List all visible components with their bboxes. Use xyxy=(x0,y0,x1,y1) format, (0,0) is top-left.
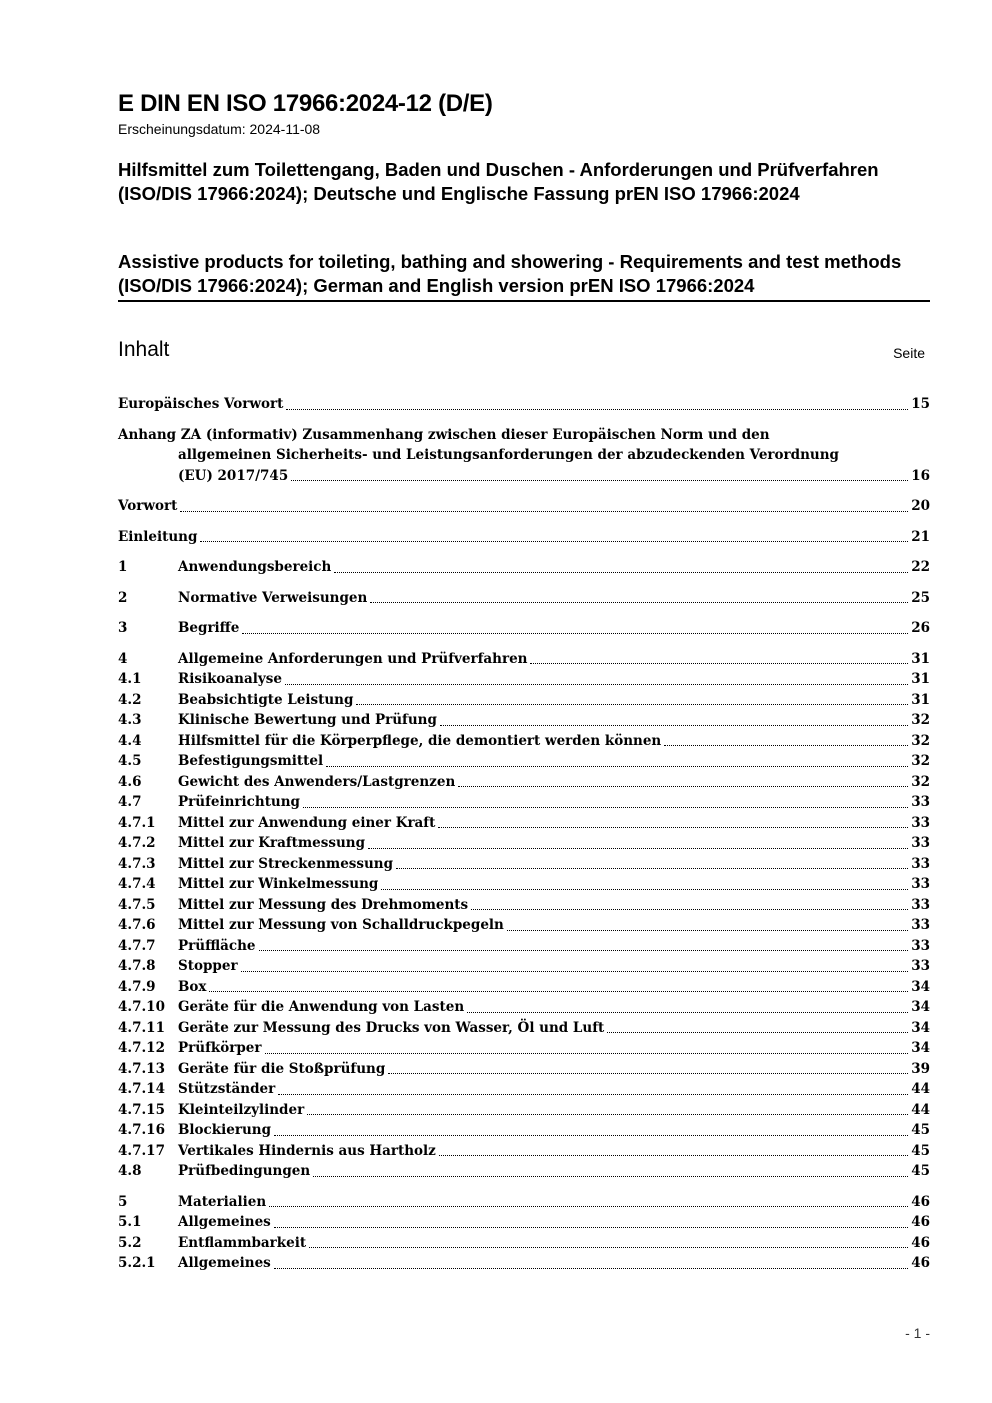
toc-entry-page: 34 xyxy=(911,978,930,995)
toc-entry-page: 33 xyxy=(911,814,930,831)
toc-entry-page: 33 xyxy=(911,794,930,810)
toc-entry-number: 4.7.9 xyxy=(118,978,156,995)
toc-leader xyxy=(285,684,908,685)
toc-entry-number: 4.7.17 xyxy=(118,1142,165,1159)
toc-entry-foreword-eu[interactable] xyxy=(118,394,930,415)
toc-leader xyxy=(200,541,908,542)
title-german: Hilfsmittel zum Toilettengang, Baden und Duschen - Anforderungen und Prüfverfahren (ISO/DIS 17966:2024); Deutsche und Englische Fassung prEN ISO 17966:2024 xyxy=(118,159,879,204)
toc-entry-page: 33 xyxy=(911,835,930,851)
toc-leader xyxy=(269,1206,908,1207)
toc-leader xyxy=(334,572,908,573)
toc-entry-page: 45 xyxy=(911,1122,930,1138)
toc-entry-text: Entflammbarkeit xyxy=(178,1234,307,1251)
toc-entry-text: Hilfsmittel für die Körperpflege, die demontiert werden können xyxy=(178,732,662,749)
toc-entry-number: 4.5 xyxy=(118,753,142,769)
toc-entry-page: 33 xyxy=(911,958,930,974)
toc-entry-text: Europäisches Vorwort xyxy=(118,396,284,412)
toc-entry[interactable] xyxy=(118,496,930,517)
toc-entry-text: Stützständer xyxy=(178,1081,276,1097)
toc-entry-text: Mittel zur Anwendung einer Kraft xyxy=(178,814,436,831)
toc-entry-number: 4.1 xyxy=(118,671,142,687)
toc-entry-number: 4.7.6 xyxy=(118,917,156,933)
toc-leader xyxy=(309,1247,908,1248)
toc-entry-number: 4.6 xyxy=(118,773,142,790)
toc-entry-text: Materialien xyxy=(178,1193,267,1210)
toc-leader xyxy=(368,848,908,849)
toc-entry-number: 4.7.16 xyxy=(118,1122,165,1138)
toc-entry[interactable] xyxy=(118,731,930,752)
toc-entry-text: Befestigungsmittel xyxy=(178,753,324,769)
toc-entry-page: 31 xyxy=(911,691,930,708)
toc-leader xyxy=(381,889,908,890)
toc-entry[interactable] xyxy=(118,1141,930,1162)
toc-entry[interactable] xyxy=(118,1120,930,1141)
toc-entry-text: Stopper xyxy=(178,958,238,974)
toc-entry-page: 20 xyxy=(911,498,930,514)
toc-entry-text: Risikoanalyse xyxy=(178,671,282,687)
publication-date: Erscheinungsdatum: 2024-11-08 xyxy=(118,121,321,137)
toc-entry-number: 4.7.2 xyxy=(118,835,156,851)
toc-leader xyxy=(326,766,908,767)
toc-entry[interactable] xyxy=(118,690,930,711)
toc-entry-text: Klinische Bewertung und Prüfung xyxy=(178,712,437,728)
toc-entry-text: Prüfkörper xyxy=(178,1040,262,1056)
toc-leader xyxy=(313,1176,908,1177)
toc-entry[interactable] xyxy=(118,1079,930,1100)
toc-leader xyxy=(259,950,909,951)
toc-leader xyxy=(440,725,908,726)
toc-entry-number: 4.7 xyxy=(118,794,142,810)
toc-entry-number: 5.2.1 xyxy=(118,1255,156,1271)
toc-entry-text: Prüfeinrichtung xyxy=(178,794,301,810)
toc-entry[interactable] xyxy=(118,977,930,998)
toc-leader xyxy=(507,930,908,931)
toc-entry-page: 32 xyxy=(911,732,930,749)
toc-entry[interactable] xyxy=(118,1192,930,1213)
toc-entry-number: 4.7.12 xyxy=(118,1040,165,1056)
toc-entry-page: 22 xyxy=(911,559,930,575)
toc-entry[interactable] xyxy=(118,997,930,1018)
toc-entry-page: 15 xyxy=(911,396,930,412)
toc-entry-page: 46 xyxy=(911,1214,930,1230)
toc-entry-number: 3 xyxy=(118,620,128,636)
toc-entry-number: 4.7.15 xyxy=(118,1101,165,1118)
toc-entry-page: 33 xyxy=(911,855,930,872)
toc-leader xyxy=(438,827,908,828)
toc-leader xyxy=(180,511,908,512)
toc-entry-text: Einleitung xyxy=(118,528,198,545)
toc-entry-number: 1 xyxy=(118,559,128,575)
toc-leader xyxy=(274,1268,908,1269)
toc-leader xyxy=(278,1094,908,1095)
toc-entry[interactable] xyxy=(118,588,930,609)
toc-entry-page: 34 xyxy=(911,1019,930,1036)
toc-entry-number: 4.7.14 xyxy=(118,1081,165,1097)
toc-leader xyxy=(607,1032,908,1033)
toc-leader xyxy=(530,663,908,664)
toc-leader xyxy=(265,1053,909,1054)
toc-heading: Inhalt xyxy=(118,338,170,361)
toc-leader xyxy=(356,704,908,705)
toc-leader xyxy=(291,480,908,481)
toc-entry-page: 44 xyxy=(911,1101,930,1118)
document-id: E DIN EN ISO 17966:2024-12 (D/E) xyxy=(118,90,493,117)
toc-entry[interactable] xyxy=(118,710,930,731)
toc-entry-number: 4.8 xyxy=(118,1163,142,1179)
toc-entry-number: 4.4 xyxy=(118,732,142,749)
toc-entry-number: 2 xyxy=(118,589,128,606)
toc-leader xyxy=(458,786,908,787)
toc-entry[interactable] xyxy=(118,772,930,793)
toc-entry-page: 33 xyxy=(911,896,930,913)
toc-leader xyxy=(241,971,909,972)
toc-entry-page: 32 xyxy=(911,712,930,728)
toc-entry-text: Mittel zur Winkelmessung xyxy=(178,876,379,892)
toc-entry-number: 5.2 xyxy=(118,1234,142,1251)
toc-entry-text: Mittel zur Messung von Schalldruckpegeln xyxy=(178,917,504,933)
toc-entry-page: 32 xyxy=(911,773,930,790)
toc-entry[interactable] xyxy=(118,854,930,875)
toc-entry-text: Box xyxy=(178,978,207,995)
toc-entry[interactable] xyxy=(118,1253,930,1274)
toc-entry[interactable] xyxy=(118,1018,930,1039)
toc-entry-page: 46 xyxy=(911,1193,930,1210)
toc-leader xyxy=(209,991,908,992)
table-of-contents xyxy=(118,394,930,1274)
toc-entry[interactable] xyxy=(118,527,930,548)
toc-leader xyxy=(664,745,908,746)
toc-entry-text: Geräte für die Stoßprüfung xyxy=(178,1060,386,1077)
toc-entry-number: 4.7.13 xyxy=(118,1060,165,1077)
toc-entry-number: 4.7.1 xyxy=(118,814,156,831)
toc-entry-number: 4.7.7 xyxy=(118,937,156,954)
toc-leader xyxy=(307,1114,908,1115)
page-number: - 1 - xyxy=(905,1325,930,1341)
toc-entry[interactable] xyxy=(118,833,930,854)
toc-entry[interactable] xyxy=(118,649,930,670)
toc-entry-page: 21 xyxy=(911,528,930,545)
toc-leader xyxy=(274,1227,908,1228)
toc-entry-text: (EU) 2017/745 xyxy=(178,467,289,484)
toc-entry-page: 31 xyxy=(911,671,930,687)
toc-entry-number: 4.7.8 xyxy=(118,958,156,974)
toc-entry[interactable] xyxy=(118,618,930,639)
toc-entry-page: 39 xyxy=(911,1060,930,1077)
annex-line-3 xyxy=(118,466,930,487)
toc-entry-page: 25 xyxy=(911,589,930,606)
toc-entry-number: 4.7.4 xyxy=(118,876,156,892)
toc-entry-text: Anwendungsbereich xyxy=(178,559,332,575)
toc-entry-number: 4 xyxy=(118,650,128,667)
toc-leader xyxy=(388,1073,908,1074)
toc-entry[interactable] xyxy=(118,669,930,690)
toc-entry-text: Mittel zur Kraftmessung xyxy=(178,835,366,851)
toc-entry-number: 4.7.3 xyxy=(118,855,156,872)
annex-line-2: allgemeinen Sicherheits- und Leistungsanforderungen der abzudeckenden Verordnung xyxy=(178,447,839,463)
toc-leader xyxy=(286,409,908,410)
toc-entry[interactable] xyxy=(118,1233,930,1254)
toc-entry[interactable] xyxy=(118,956,930,977)
toc-entry[interactable] xyxy=(118,895,930,916)
toc-leader xyxy=(439,1155,908,1156)
toc-entry-number: 4.3 xyxy=(118,712,142,728)
toc-entry[interactable] xyxy=(118,557,930,578)
toc-entry-text: Kleinteilzylinder xyxy=(178,1101,305,1118)
toc-entry-page: 26 xyxy=(911,620,930,636)
toc-leader xyxy=(303,807,908,808)
toc-entries xyxy=(118,496,930,1274)
toc-entry-text: Allgemeines xyxy=(178,1255,271,1271)
toc-entry[interactable] xyxy=(118,915,930,936)
toc-entry-number: 4.2 xyxy=(118,691,142,708)
toc-leader xyxy=(471,909,908,910)
toc-entry-page: 31 xyxy=(911,650,930,667)
toc-page-label: Seite xyxy=(893,345,925,361)
toc-entry-text: Begriffe xyxy=(178,620,240,636)
toc-entry[interactable] xyxy=(118,1038,930,1059)
toc-entry-text: Geräte für die Anwendung von Lasten xyxy=(178,999,465,1015)
toc-entry-number: 4.7.10 xyxy=(118,999,165,1015)
toc-entry-text: Prüffläche xyxy=(178,937,256,954)
toc-entry-page: 45 xyxy=(911,1142,930,1159)
toc-entry-text: Allgemeine Anforderungen und Prüfverfahren xyxy=(178,650,528,667)
toc-leader xyxy=(467,1012,908,1013)
toc-entry-page: 46 xyxy=(911,1255,930,1271)
toc-entry[interactable] xyxy=(118,751,930,772)
toc-entry-page: 32 xyxy=(911,753,930,769)
toc-entry-number: 4.7.11 xyxy=(118,1019,165,1036)
toc-entry[interactable] xyxy=(118,813,930,834)
toc-entry[interactable] xyxy=(118,1100,930,1121)
toc-entry-number: 5 xyxy=(118,1193,128,1210)
toc-entry-number: 4.7.5 xyxy=(118,896,156,913)
toc-entry[interactable] xyxy=(118,1059,930,1080)
toc-entry-text: Vorwort xyxy=(118,498,178,514)
toc-entry-annex-za[interactable] xyxy=(118,425,930,487)
toc-leader xyxy=(242,633,908,634)
toc-entry-page: 33 xyxy=(911,917,930,933)
toc-entry-page: 16 xyxy=(911,467,930,484)
toc-entry-text: Vertikales Hindernis aus Hartholz xyxy=(178,1142,436,1159)
toc-entry[interactable] xyxy=(118,1161,930,1182)
toc-entry[interactable] xyxy=(118,792,930,813)
toc-entry-text: Beabsichtigte Leistung xyxy=(178,691,354,708)
toc-entry-text: Blockierung xyxy=(178,1122,272,1138)
toc-entry-text: Normative Verweisungen xyxy=(178,589,368,606)
title-english: Assistive products for toileting, bathing and showering - Requirements and test methods (ISO/DIS 17966:2024); German and English version prEN ISO 17966:2024 xyxy=(118,250,930,302)
toc-entry-page: 33 xyxy=(911,876,930,892)
toc-entry-text: Geräte zur Messung des Drucks von Wasser, Öl und Luft xyxy=(178,1019,605,1036)
toc-entry[interactable] xyxy=(118,936,930,957)
toc-leader xyxy=(370,602,908,603)
toc-entry-text: Gewicht des Anwenders/Lastgrenzen xyxy=(178,773,456,790)
toc-leader xyxy=(274,1135,908,1136)
toc-leader xyxy=(396,868,908,869)
toc-entry-number: 5.1 xyxy=(118,1214,142,1230)
toc-entry-page: 34 xyxy=(911,1040,930,1056)
toc-entry-page: 33 xyxy=(911,937,930,954)
toc-entry-text: Allgemeines xyxy=(178,1214,271,1230)
toc-entry-page: 44 xyxy=(911,1081,930,1097)
toc-entry-text: Mittel zur Messung des Drehmoments xyxy=(178,896,469,913)
toc-entry-text: Mittel zur Streckenmessung xyxy=(178,855,394,872)
toc-entry[interactable] xyxy=(118,874,930,895)
toc-entry-page: 45 xyxy=(911,1163,930,1179)
toc-entry-text: Prüfbedingungen xyxy=(178,1163,311,1179)
toc-entry-page: 46 xyxy=(911,1234,930,1251)
annex-line-1: Anhang ZA (informativ) Zusammenhang zwischen dieser Europäischen Norm und den xyxy=(118,426,770,443)
toc-entry-page: 34 xyxy=(911,999,930,1015)
toc-entry[interactable] xyxy=(118,1212,930,1233)
